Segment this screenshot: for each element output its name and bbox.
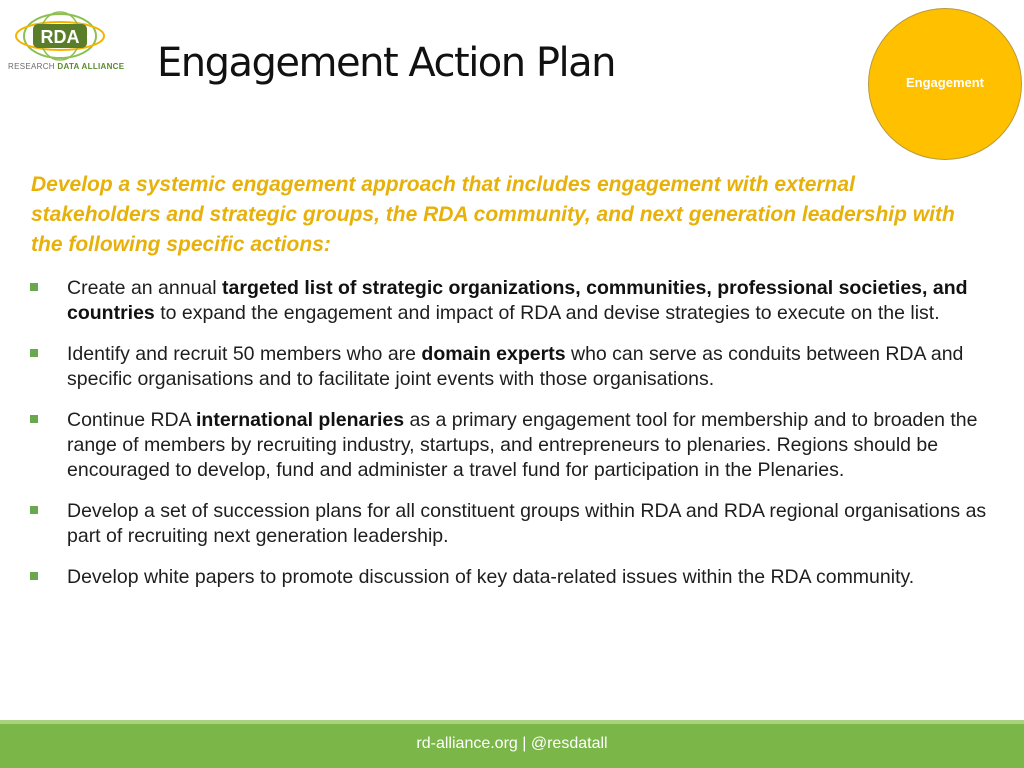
section-badge bbox=[868, 8, 1022, 160]
action-item: Identify and recruit 50 members who are domain experts who can serve as conduits between RDA and specific organisations and to facilitate joint events with those organisations. bbox=[30, 342, 1000, 392]
footer-text: rd-alliance.org | @resdatall bbox=[416, 735, 608, 752]
logo-tagline: RESEARCH DATA ALLIANCE bbox=[8, 62, 125, 71]
logo-abbr: RDA bbox=[40, 27, 80, 47]
rda-globe-icon bbox=[8, 10, 112, 62]
page-title: Engagement Action Plan bbox=[157, 40, 615, 86]
action-item: Create an annual targeted list of strategic organizations, communities, professional societies, and countries to expand the engagement and impact of RDA and devise strategies to execute on the list. bbox=[30, 276, 1000, 326]
bullet-square-icon bbox=[30, 415, 38, 423]
bullet-square-icon bbox=[30, 572, 38, 580]
bullet-square-icon bbox=[30, 349, 38, 357]
action-item: Develop white papers to promote discussion of key data-related issues within the RDA community. bbox=[30, 565, 1000, 590]
rda-logo bbox=[8, 10, 125, 74]
intro-text: Develop a systemic engagement approach that includes engagement with external stakeholders and strategic groups, the RDA community, and next generation leadership with the following specific actions: bbox=[31, 173, 955, 256]
action-item: Continue RDA international plenaries as a primary engagement tool for membership and to broaden the range of members by recruiting industry, startups, and entrepreneurs to plenaries. Regions should be encouraged to develop, fund and administer a travel fund for participation in the Plenaries. bbox=[30, 408, 1000, 483]
action-list bbox=[30, 276, 1000, 606]
section-badge-label: Engagement bbox=[905, 74, 984, 90]
footer-edge bbox=[0, 720, 1024, 724]
footer-bar bbox=[0, 720, 1024, 768]
bullet-square-icon bbox=[30, 283, 38, 291]
action-item: Develop a set of succession plans for all constituent groups within RDA and RDA regional organisations as part of recruiting next generation leadership. bbox=[30, 499, 1000, 549]
bullet-square-icon bbox=[30, 506, 38, 514]
